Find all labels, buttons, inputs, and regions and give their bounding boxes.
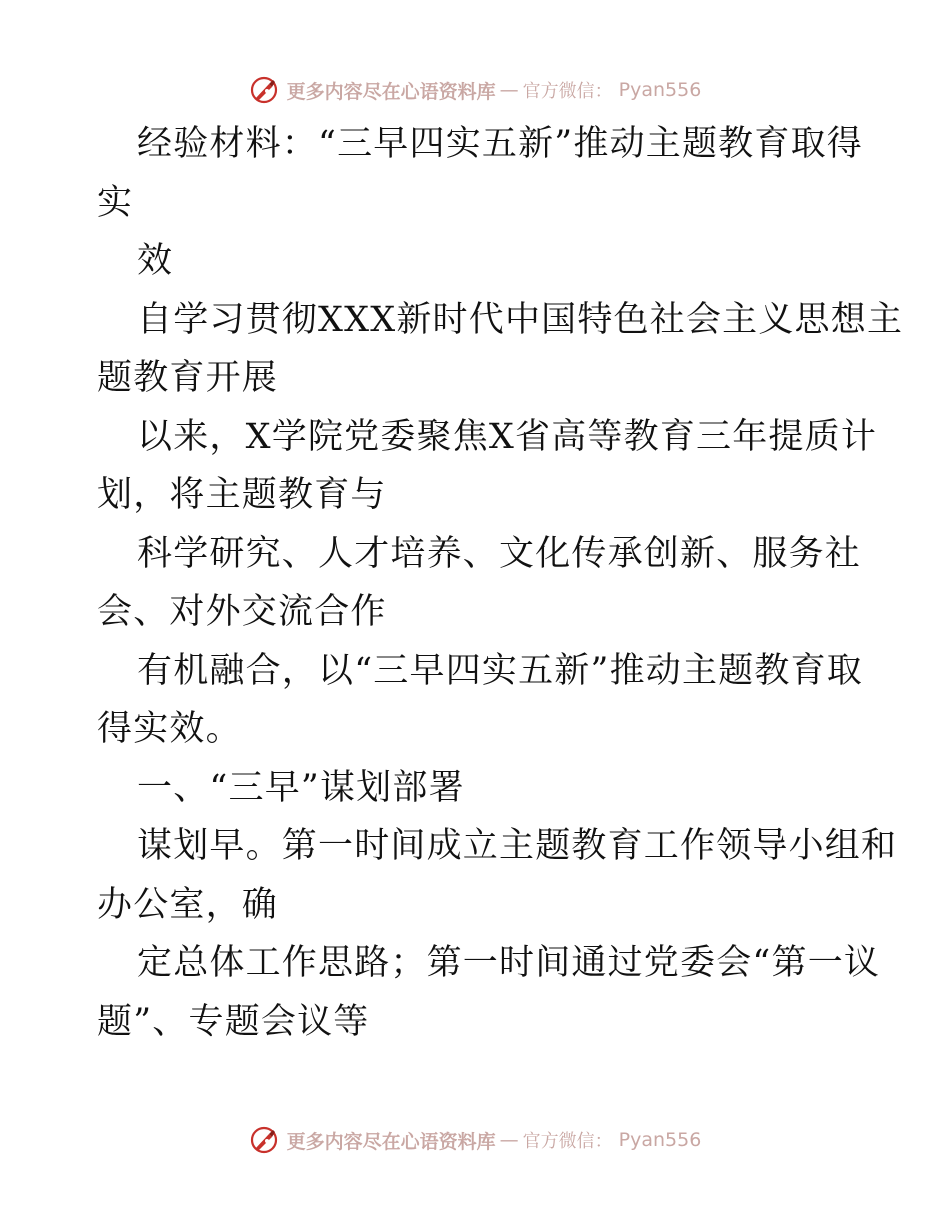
banner-main-text: 更多内容尽在心语资料库 — [286, 1130, 496, 1153]
paragraph-line: 题”、专题会议等 — [97, 1001, 370, 1042]
banner-dash: — — [499, 79, 519, 101]
title-line-2: 实 — [97, 182, 134, 223]
banner-wechat-id: Pyan556 — [618, 1129, 702, 1151]
banner-dash: — — [499, 1129, 519, 1151]
pen-logo-icon — [249, 75, 279, 105]
title-line-3: 效 — [137, 241, 174, 281]
pen-logo-icon — [249, 1125, 279, 1155]
paragraph-line: 定总体工作思路；第一时间通过党委会“第一议 — [137, 943, 881, 983]
paragraph-line: 划，将主题教育与 — [97, 475, 387, 515]
paragraph-line: 办公室，确 — [97, 884, 279, 925]
banner-wechat-id: Pyan556 — [618, 79, 702, 101]
paragraph-line: 自学习贯彻XXX新时代中国特色社会主义思想主 — [137, 299, 904, 340]
paragraph-line: 题教育开展 — [97, 358, 279, 398]
footer-banner — [0, 1120, 950, 1160]
banner-main-text: 更多内容尽在心语资料库 — [286, 80, 496, 103]
paragraph-line: 科学研究、人才培养、文化传承创新、服务社 — [137, 533, 862, 574]
section-heading: 一、“三早”谋划部署 — [137, 767, 465, 808]
paragraph-line: 有机融合，以“三早四实五新”推动主题教育取 — [137, 650, 863, 691]
paragraph-line: 以来，X学院党委聚焦X省高等教育三年提质计 — [137, 416, 878, 457]
document-body — [97, 115, 904, 1051]
banner-label: 官方微信： — [522, 81, 613, 102]
banner-label: 官方微信： — [522, 1131, 613, 1152]
title-line-1: 经验材料：“三早四实五新”推动主题教育取得 — [137, 124, 863, 164]
paragraph-line: 会、对外交流合作 — [97, 592, 387, 632]
paragraph-line: 得实效。 — [97, 709, 242, 749]
paragraph-line: 谋划早。第一时间成立主题教育工作领导小组和 — [137, 826, 898, 866]
header-banner — [0, 70, 950, 110]
